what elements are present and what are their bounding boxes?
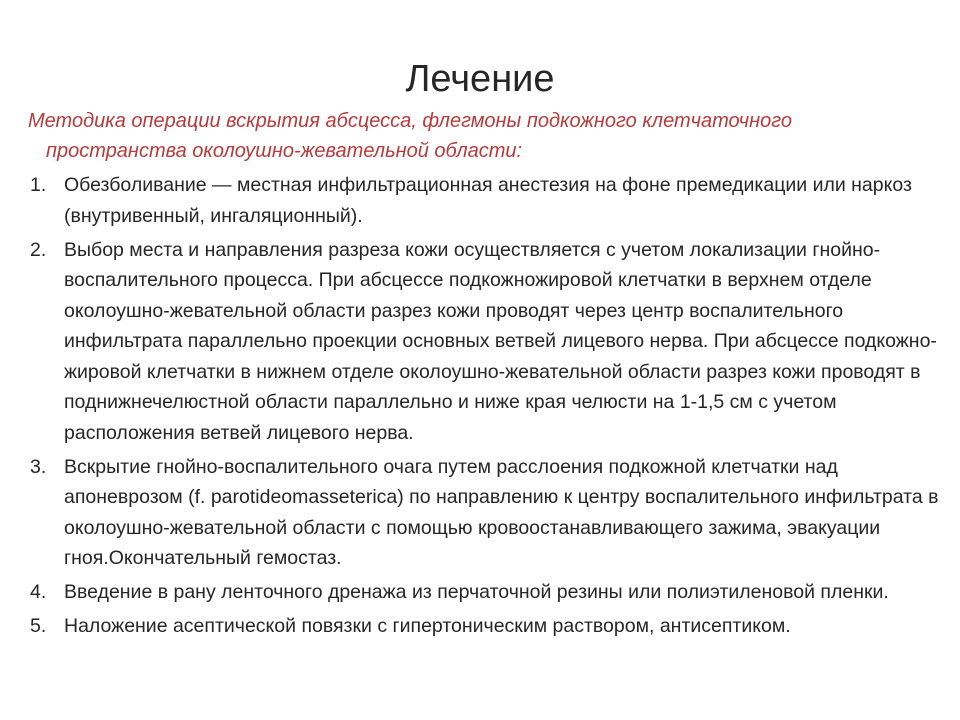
slide-subtitle xyxy=(28,106,928,166)
list-item xyxy=(30,577,945,608)
slide-title: Лечение xyxy=(405,58,555,100)
item-number: 3. xyxy=(30,455,47,478)
list-item xyxy=(30,611,945,642)
item-number: 5. xyxy=(30,615,47,637)
item-text: Выбор места и направления разреза кожи осуществляется с учетом локализации гнойно-воспалительного процесса. При абсцессе подкожножировой клетчатки в верхнем отделе околоушно-жевательной области разрез кожи проводят через центр воспалительного инфильтрата параллельно проекции основных ветвей лицевого нерва. При абсцессе подкожно-жировой клетчатки в нижнем отделе околоушно-жевательной области разрез кожи проводят в поднижнечелюстной области параллельно и ниже края челюсти на 1-1,5 см с учетом расположения ветвей лицевого нерва. xyxy=(64,238,937,444)
item-text: Введение в рану ленточного дренажа из перчаточной резины или полиэтиленовой пленки. xyxy=(64,581,889,603)
list-item xyxy=(30,170,945,231)
item-text: Наложение асептической повязки с гипертоническим раствором, антисептиком. xyxy=(64,615,791,637)
item-number: 2. xyxy=(30,238,47,261)
item-number: 1. xyxy=(30,174,47,196)
item-text: Вскрытие гнойно-воспалительного очага путем расслоения подкожной клетчатки над апоневрозом (f. parotideomasseterica) по направлению к центру воспалительного инфильтрата в околоушно-жевательной области с помощью кровоостанавливающего зажима, эвакуации гноя.Окончательный гемостаз. xyxy=(64,455,939,569)
item-text: Обезболивание — местная инфильтрационная анестезия на фоне премедикации или наркоз (внутривенный, ингаляционный). xyxy=(64,174,912,227)
steps-list xyxy=(30,170,945,645)
item-number: 4. xyxy=(30,581,47,603)
subtitle-line-1: Методика операции вскрытия абсцесса, флегмоны подкожного клетчаточного xyxy=(28,110,793,132)
subtitle-line-2: пространства околоушно-жевательной области: xyxy=(46,140,523,162)
list-item xyxy=(30,235,945,449)
list-item xyxy=(30,452,945,574)
